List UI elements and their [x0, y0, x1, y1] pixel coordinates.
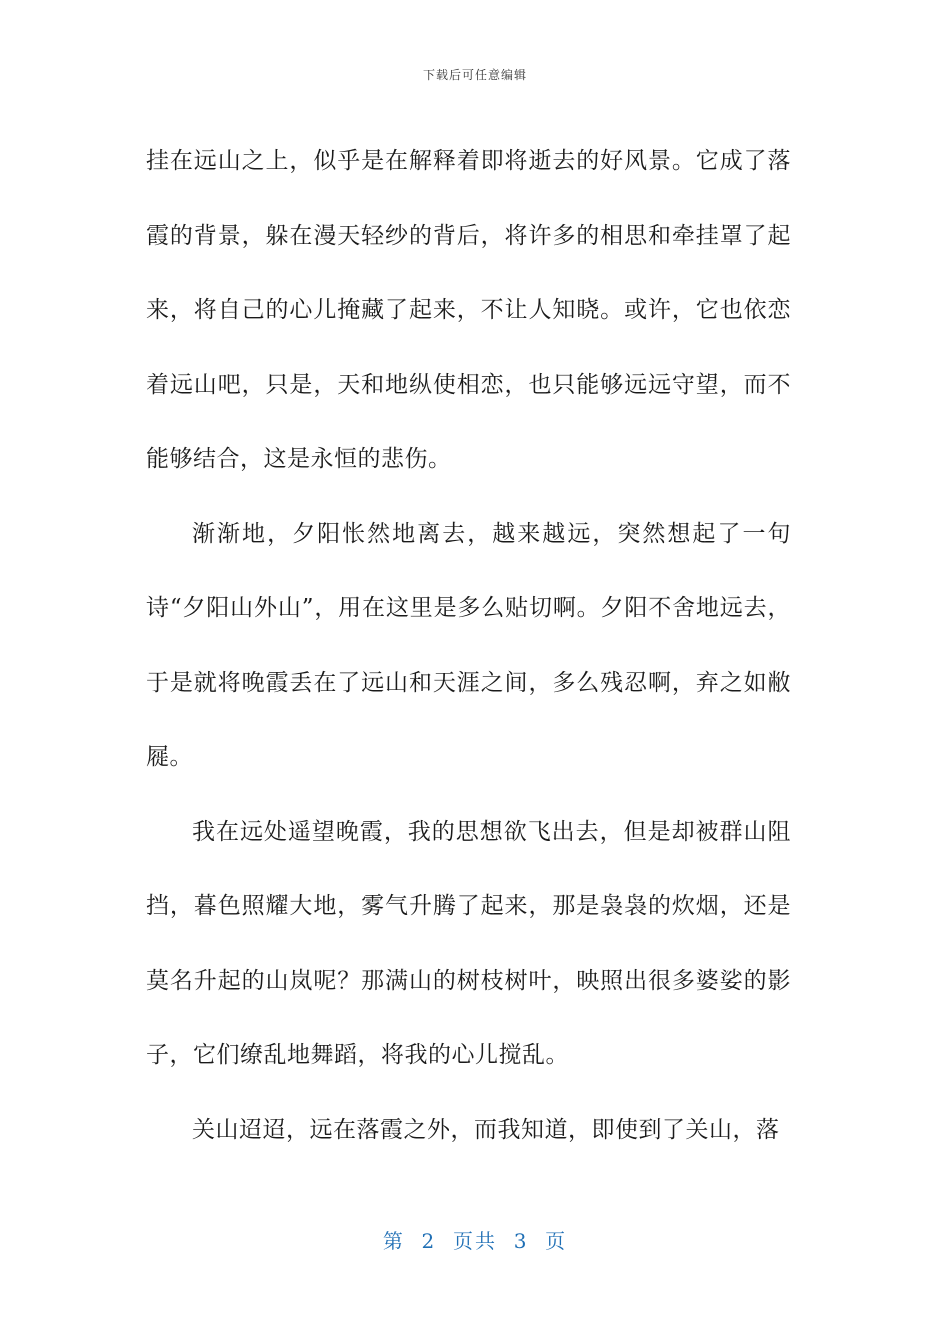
- paragraph-sunset-leaving: 渐渐地，夕阳怅然地离去，越来越远，突然想起了一句诗“夕阳山外山”，用在这里是多么贴切啊。夕阳不舍地远去，于是就将晚霞丢在了远山和天涯之间，多么残忍啊，弃之如敝屣。: [146, 520, 791, 770]
- document-body: [146, 124, 791, 1167]
- paragraph-continuation: 挂在远山之上，似乎是在解释着即将逝去的好风景。它成了落霞的背景，躲在漫天轻纱的背后，将许多的相思和牵挂罩了起来，将自己的心儿掩藏了起来，不让人知晓。或许，它也依恋着远山吧，只是，天和地纵使相恋，也只能够远远守望，而不能够结合，这是永恒的悲伤。: [146, 148, 791, 472]
- paragraph-distant-pass: 关山迢迢，远在落霞之外，而我知道，即使到了关山，落: [192, 1116, 780, 1143]
- page-number-footer: 第 2 页共 3 页: [382, 1229, 568, 1253]
- page-header-note: 下载后可任意编辑: [422, 68, 527, 82]
- paragraph-gazing-afterglow: 我在远处遥望晚霞，我的思想欲飞出去，但是却被群山阻挡，暮色照耀大地，雾气升腾了起来，那是袅袅的炊烟，还是莫名升起的山岚呢？那满山的树枝树叶，映照出很多婆娑的影子，它们缭乱地舞蹈，将我的心儿搅乱。: [146, 818, 791, 1068]
